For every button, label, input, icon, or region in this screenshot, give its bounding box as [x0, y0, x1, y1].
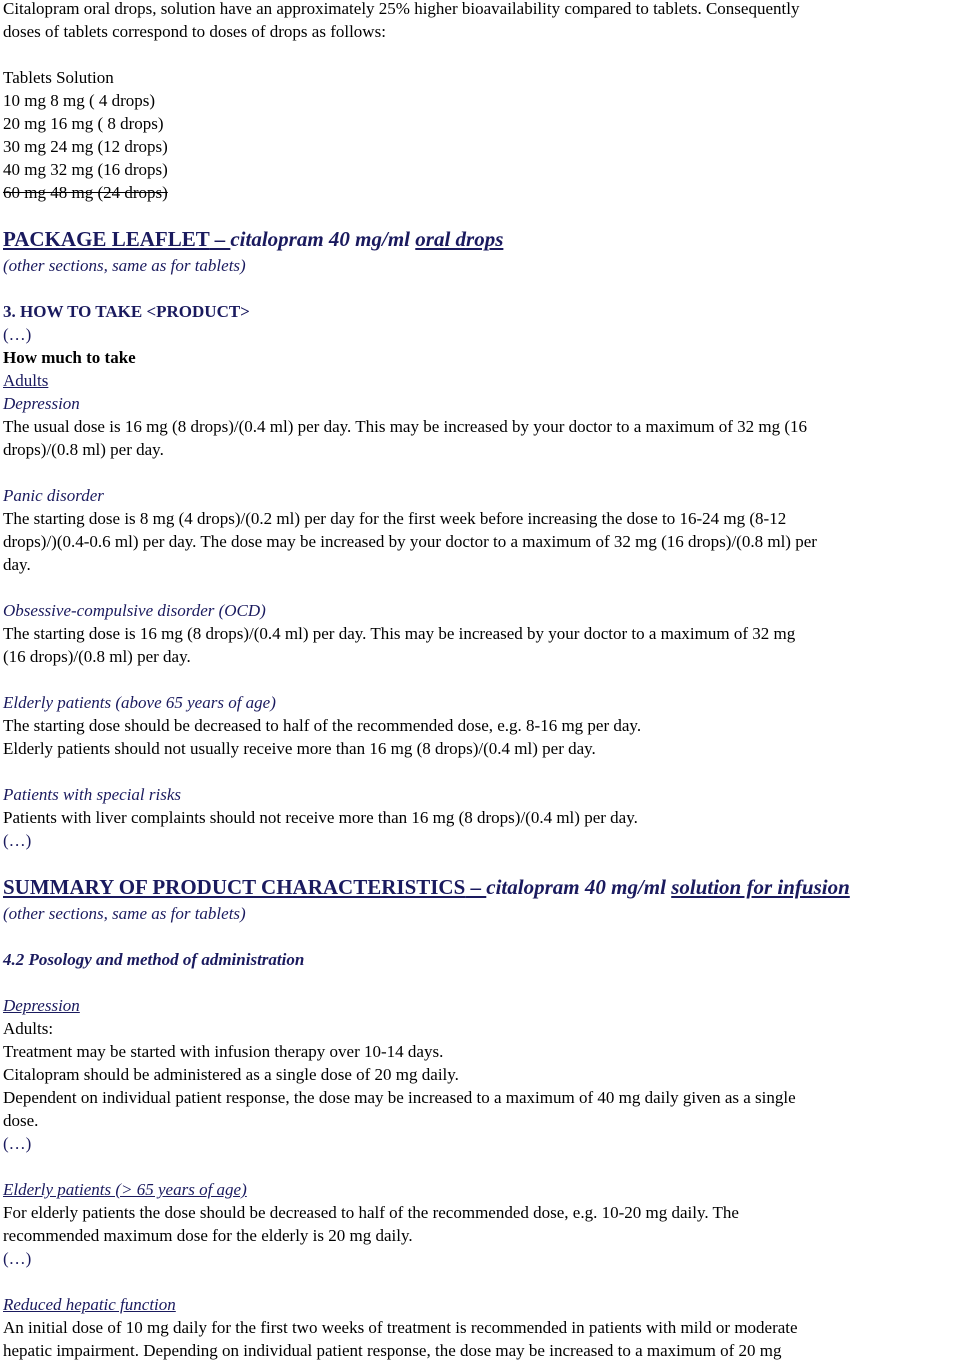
subheading-how-much: How much to take: [3, 348, 136, 367]
body-text: The usual dose is 16 mg (8 drops)/(0.4 ml) per day. This may be increased by your doctor to a maximum of 32 mg (16: [3, 417, 808, 436]
section-heading: 3. HOW TO TAKE <PRODUCT>: [3, 302, 250, 321]
elderly-label: Elderly patients (> 65 years of age): [3, 1180, 247, 1199]
special-risks-label: Patients with special risks: [3, 785, 182, 804]
intro-text: Citalopram oral drops, solution have an approximately 25% higher bioavailability compared to tablets. Consequently: [3, 0, 800, 18]
ellipsis: (…): [3, 1249, 32, 1268]
body-text: Citalopram should be administered as a single dose of 20 mg daily.: [3, 1065, 459, 1084]
body-text: The starting dose is 16 mg (8 drops)/(0.4 ml) per day. This may be increased by your doctor to a maximum of 32 mg: [3, 624, 796, 643]
body-text: Elderly patients should not usually receive more than 16 mg (8 drops)/(0.4 ml) per day.: [3, 739, 596, 758]
body-text: The starting dose is 8 mg (4 drops)/(0.2 ml) per day for the first week before increasing the dose to 16-24 mg (8-12: [3, 509, 787, 528]
intro-text: doses of tablets correspond to doses of drops as follows:: [3, 22, 386, 41]
body-text: drops)/(0.8 ml) per day.: [3, 440, 164, 459]
ocd-label: Obsessive-compulsive disorder (OCD): [3, 601, 266, 620]
leaflet-note: (other sections, same as for tablets): [3, 256, 246, 275]
section-heading: 4.2 Posology and method of administration: [3, 950, 305, 969]
body-text: Treatment may be started with infusion therapy over 10-14 days.: [3, 1042, 444, 1061]
dose-table-header: Tablets Solution: [3, 68, 114, 87]
body-text: Patients with liver complaints should not receive more than 16 mg (8 drops)/(0.4 ml) per day.: [3, 808, 638, 827]
body-text: drops)/)(0.4-0.6 ml) per day. The dose may be increased by your doctor to a maximum of 32 mg (16 drops)/(0.8 ml) per: [3, 532, 817, 551]
body-text: An initial dose of 10 mg daily for the first two weeks of treatment is recommended in patients with mild or moderate: [3, 1318, 798, 1337]
dose-table-row: 10 mg 8 mg ( 4 drops): [3, 91, 156, 110]
body-text: For elderly patients the dose should be decreased to half of the recommended dose, e.g. 10-20 mg daily. The: [3, 1203, 739, 1222]
depression-label: Depression: [3, 394, 80, 413]
body-text: hepatic impairment. Depending on individual patient response, the dose may be increased to a maximum of 20 mg: [3, 1341, 782, 1360]
ellipsis: (…): [3, 831, 32, 850]
body-text: Adults:: [3, 1019, 54, 1038]
spc-note: (other sections, same as for tablets): [3, 904, 246, 923]
dose-table-row: 40 mg 32 mg (16 drops): [3, 160, 168, 179]
body-text: day.: [3, 555, 31, 574]
panic-label: Panic disorder: [3, 486, 104, 505]
body-text: (16 drops)/(0.8 ml) per day.: [3, 647, 191, 666]
dose-table-row: 60 mg 48 mg (24 drops): [3, 183, 168, 202]
body-text: recommended maximum dose for the elderly is 20 mg daily.: [3, 1226, 413, 1245]
elderly-label: Elderly patients (above 65 years of age): [3, 693, 276, 712]
spc-title: SUMMARY OF PRODUCT CHARACTERISTICS – citalopram 40 mg/ml solution for infusion: [3, 875, 850, 899]
body-text: Dependent on individual patient response, the dose may be increased to a maximum of 40 mg daily given as a single: [3, 1088, 796, 1107]
dose-table-row: 30 mg 24 mg (12 drops): [3, 137, 168, 156]
depression-label: Depression: [3, 996, 80, 1015]
hepatic-label: Reduced hepatic function: [3, 1295, 176, 1314]
leaflet-title: PACKAGE LEAFLET – citalopram 40 mg/ml oral drops: [3, 227, 504, 251]
body-text: The starting dose should be decreased to half of the recommended dose, e.g. 8-16 mg per day.: [3, 716, 642, 735]
dose-table: [3, 66, 953, 204]
ellipsis: (…): [3, 1134, 32, 1153]
ellipsis: (…): [3, 325, 32, 344]
dose-table-row: 20 mg 16 mg ( 8 drops): [3, 114, 164, 133]
body-text: dose.: [3, 1111, 39, 1130]
document-page: [3, 0, 953, 1362]
subheading-adults: Adults: [3, 371, 49, 390]
